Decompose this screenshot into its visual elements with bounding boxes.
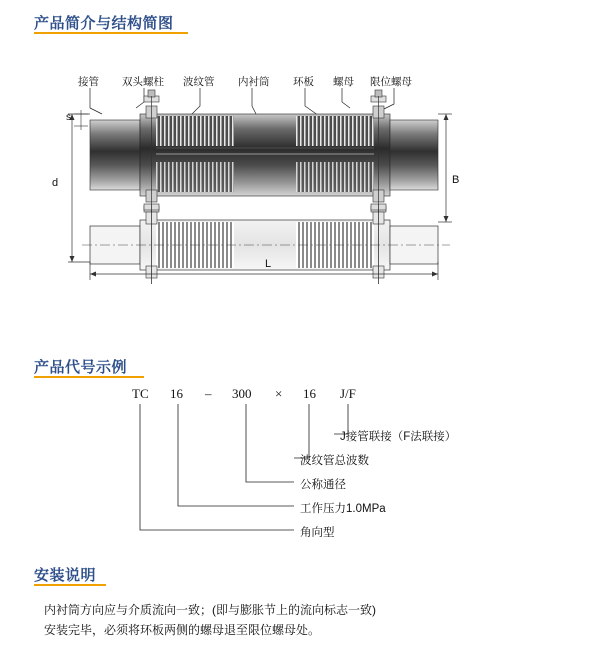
note-line-1: 内衬筒方向应与介质流向一致；(即与膨胀节上的流向标志一致): [44, 603, 376, 617]
note-line-2: 安装完毕，必须将环板两侧的螺母退至限位螺母处。: [44, 623, 321, 637]
callout-label-ring-plate: 环板: [293, 76, 314, 88]
callout-label-stud: 双头螺柱: [122, 76, 164, 88]
callout-label-bellows: 波纹管: [183, 76, 215, 88]
code-token-joint: J/F: [340, 386, 356, 401]
code-token-pressure: 16: [170, 386, 183, 401]
section-underline-3: [34, 584, 106, 586]
callout-label-limit-nut: 限位螺母: [370, 76, 412, 88]
diagram-svg: [60, 62, 530, 292]
dim-label-s: s: [66, 112, 71, 123]
callout-label-pipe: 接管: [78, 76, 99, 88]
dim-label-L: L: [265, 258, 272, 270]
installation-notes: [44, 600, 564, 640]
section-title-installation: 安装说明: [34, 567, 97, 584]
dim-label-B: B: [452, 174, 460, 186]
section-title-product-intro: 产品简介与结构简图: [34, 15, 174, 32]
dim-label-d: d: [52, 177, 59, 189]
code-token-diameter: 300: [232, 386, 252, 401]
code-desc-pressure: 工作压力1.0MPa: [300, 503, 386, 515]
section-underline-1: [34, 32, 188, 34]
structural-diagram: [52, 62, 530, 292]
callout-label-nut: 螺母: [333, 76, 354, 88]
section-underline-2: [34, 376, 144, 378]
code-token-series: TC: [132, 386, 149, 401]
section-title-product-code: 产品代号示例: [34, 359, 128, 376]
code-token-times: ×: [275, 386, 283, 401]
code-desc-joint: J接管联接（F法联接）: [340, 431, 457, 443]
code-desc-waves: 波纹管总波数: [300, 455, 369, 467]
product-code-diagram: [60, 382, 540, 537]
code-token-waves: 16: [303, 386, 316, 401]
code-token-dash: –: [205, 386, 212, 401]
callout-label-liner: 内衬筒: [238, 76, 270, 88]
code-desc-type: 角向型: [300, 527, 335, 539]
code-desc-diameter: 公称通径: [300, 479, 346, 491]
